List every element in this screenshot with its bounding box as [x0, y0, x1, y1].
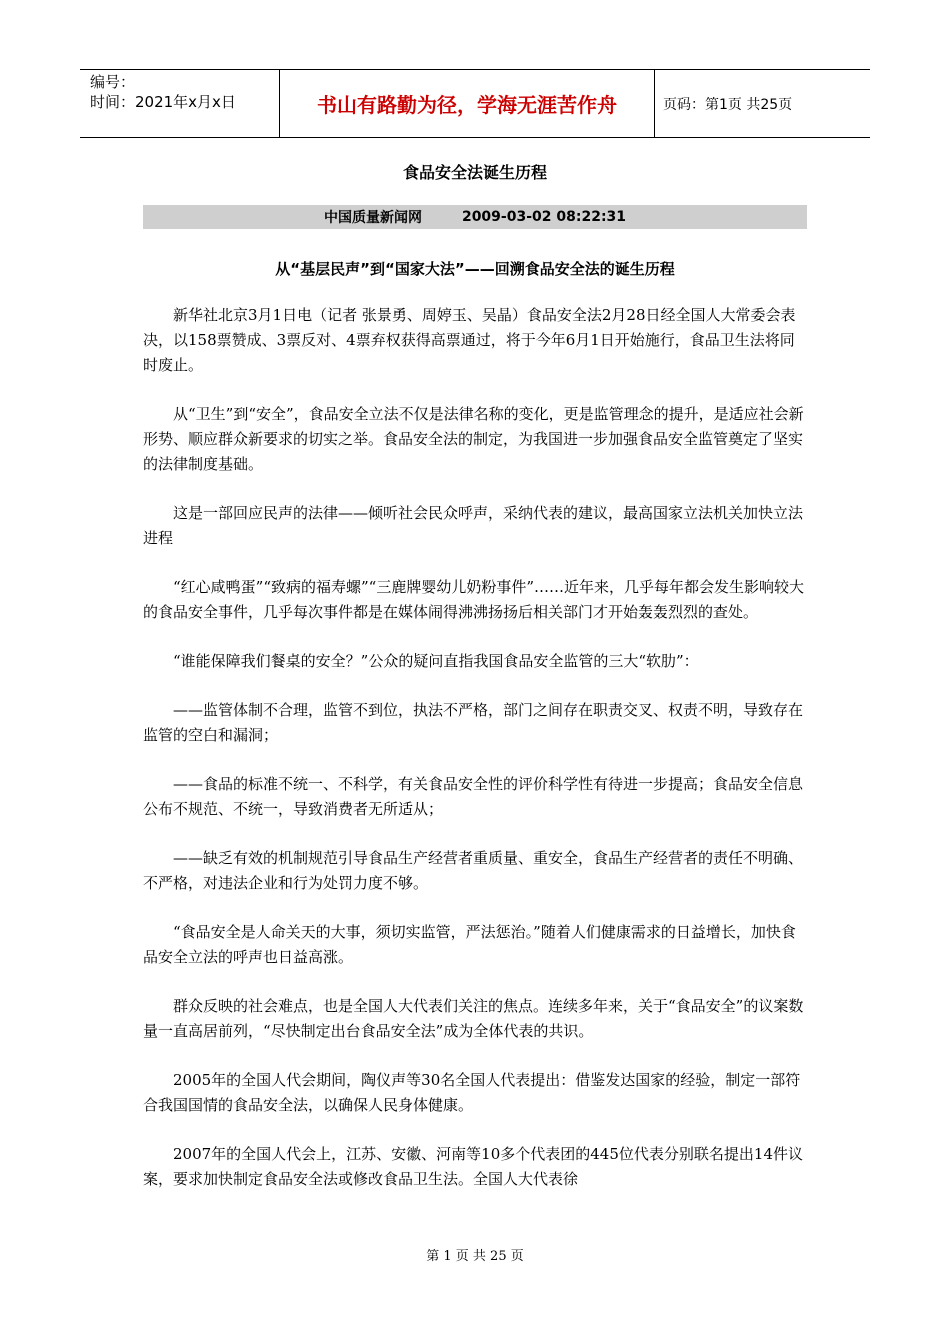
- page-footer: 第 1 页 共 25 页: [426, 1249, 524, 1264]
- paragraph: ——缺乏有效的机制规范引导食品生产经营者重质量、重安全，食品生产经营者的责任不明确、不严格，对违法企业和行为处罚力度不够。: [143, 849, 804, 892]
- source-datetime: 2009-03-02 08:22:31: [461, 209, 627, 225]
- number-label: 编号：: [90, 73, 136, 91]
- motto-text: 书山有路勤为径，学海无涯苦作舟: [317, 93, 617, 117]
- paragraph: 新华社北京3月1日电（记者 张景勇、周婷玉、吴晶）食品安全法2月28日经全国人大常委会表决，以158票赞成、3票反对、4票弃权获得高票通过，将于今年6月1日开始施行，食品卫生法将同时废止。: [143, 306, 796, 374]
- date-label: 时间：2021年x月x日: [90, 93, 236, 111]
- paragraph: ——食品的标准不统一、不科学，有关食品安全性的评价科学性有待进一步提高；食品安全信息公布不规范、不统一，导致消费者无所适从；: [143, 775, 804, 818]
- header-table: [80, 69, 870, 138]
- paragraph: 这是一部回应民声的法律——倾听社会民众呼声，采纳代表的建议，最高国家立法机关加快立法进程: [143, 504, 804, 547]
- paragraph: 2007年的全国人代会上，江苏、安徽、河南等10多个代表团的445位代表分别联名提出14件议案，要求加快制定食品安全法或修改食品卫生法。全国人大代表徐: [143, 1145, 803, 1188]
- source-name: 中国质量新闻网: [323, 210, 422, 226]
- article-body: [143, 303, 808, 1216]
- paragraph: 从“卫生”到“安全”，食品安全立法不仅是法律名称的变化，更是监管理念的提升，是适应社会新形势、顺应群众新要求的切实之举。食品安全法的制定，为我国进一步加强食品安全监管奠定了坚实的法律制度基础。: [143, 405, 804, 473]
- header-meta-cell: [80, 70, 280, 137]
- source-bar: [143, 205, 807, 229]
- page-info-cell: [655, 70, 870, 137]
- motto-cell: [280, 70, 655, 137]
- paragraph: ——监管体制不合理，监管不到位，执法不严格，部门之间存在职责交叉、权责不明，导致存在监管的空白和漏洞；: [143, 701, 804, 744]
- paragraph: “红心咸鸭蛋”“致病的福寿螺”“三鹿牌婴幼儿奶粉事件”……近年来，几乎每年都会发生影响较大的食品安全事件，几乎每次事件都是在媒体闹得沸沸扬扬后相关部门才开始轰轰烈烈的查处。: [143, 578, 805, 621]
- paragraph: “谁能保障我们餐桌的安全？”公众的疑问直指我国食品安全监管的三大“软肋”：: [173, 652, 699, 670]
- document-title: 食品安全法诞生历程: [402, 163, 547, 182]
- paragraph: “食品安全是人命关天的大事，须切实监管，严法惩治。”随着人们健康需求的日益增长，加快食品安全立法的呼声也日益高涨。: [143, 923, 796, 966]
- document-subtitle: 从“基层民声”到“国家大法”——回溯食品安全法的诞生历程: [275, 260, 675, 278]
- page-info-text: 页码：第1页 共25页: [663, 96, 793, 113]
- paragraph: 2005年的全国人代会期间，陶仪声等30名全国人代表提出：借鉴发达国家的经验，制定一部符合我国国情的食品安全法，以确保人民身体健康。: [143, 1071, 801, 1114]
- paragraph: 群众反映的社会难点，也是全国人大代表们关注的焦点。连续多年来，关于“食品安全”的议案数量一直高居前列，“尽快制定出台食品安全法”成为全体代表的共识。: [143, 997, 804, 1040]
